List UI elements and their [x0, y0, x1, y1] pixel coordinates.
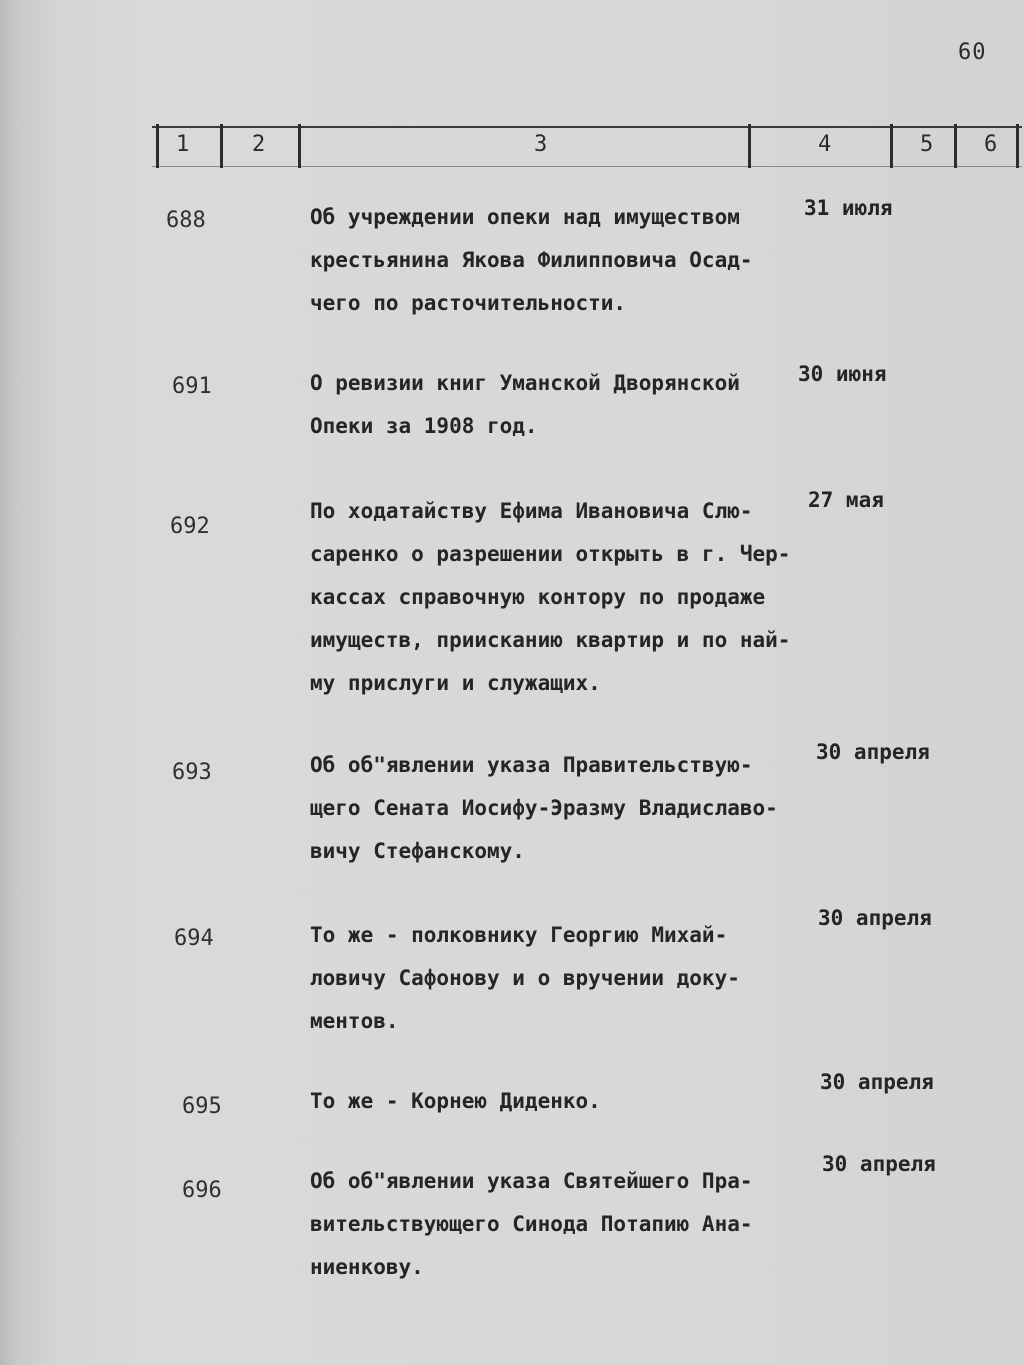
column-label-4: 4 — [818, 132, 832, 157]
entry-date: 27 мая — [808, 488, 884, 512]
column-label-3: 3 — [534, 132, 548, 157]
column-label-1: 1 — [176, 132, 190, 157]
entry-number: 688 — [166, 208, 206, 233]
column-label-2: 2 — [252, 132, 266, 157]
entry-date: 30 апреля — [818, 906, 932, 930]
entry-number: 696 — [182, 1178, 222, 1203]
entry-date: 30 апреля — [822, 1152, 936, 1176]
column-divider — [298, 124, 301, 168]
entry-text: Об учреждении опеки над имуществом крестьянина Якова Филипповича Осад- чего по расточительности. — [310, 205, 753, 315]
entry-number: 692 — [170, 514, 210, 539]
entry-date: 30 апреля — [816, 740, 930, 764]
entry-number: 693 — [172, 760, 212, 785]
column-divider — [748, 124, 751, 168]
column-divider — [1016, 124, 1019, 168]
entry-number: 695 — [182, 1094, 222, 1119]
entry-number: 691 — [172, 374, 212, 399]
column-divider — [954, 124, 957, 168]
entry-date: 30 апреля — [820, 1070, 934, 1094]
entry-text: То же - полковнику Георгию Михай- ловичу Сафонову и о вручении доку- ментов. — [310, 923, 740, 1033]
entry-text: Об об"явлении указа Правительствую- щего Сената Иосифу-Эразму Владиславо- вичу Стефанскому. — [310, 753, 778, 863]
column-label-5: 5 — [920, 132, 934, 157]
column-divider — [890, 124, 893, 168]
column-header — [152, 124, 1022, 168]
entry-text: То же - Корнею Диденко. — [310, 1089, 601, 1113]
entry-text: О ревизии книг Уманской Дворянской Опеки за 1908 год. — [310, 371, 740, 438]
entry-date: 30 июня — [798, 362, 887, 386]
entry-text: По ходатайству Ефима Ивановича Слю- саренко о разрешении открыть в г. Чер- кассах справочную контору по продаже имуществ, приисканию квартир и по най- му прислуги и служащих. — [310, 499, 791, 695]
column-divider — [220, 124, 223, 168]
entry-text: Об об"явлении указа Святейшего Пра- вительствующего Синода Потапию Ана- ниенкову. — [310, 1169, 753, 1279]
column-divider — [156, 124, 159, 168]
column-label-6: 6 — [984, 132, 998, 157]
entry-date: 31 июля — [804, 196, 893, 220]
entry-number: 694 — [174, 926, 214, 951]
page-number: 60 — [958, 40, 987, 65]
